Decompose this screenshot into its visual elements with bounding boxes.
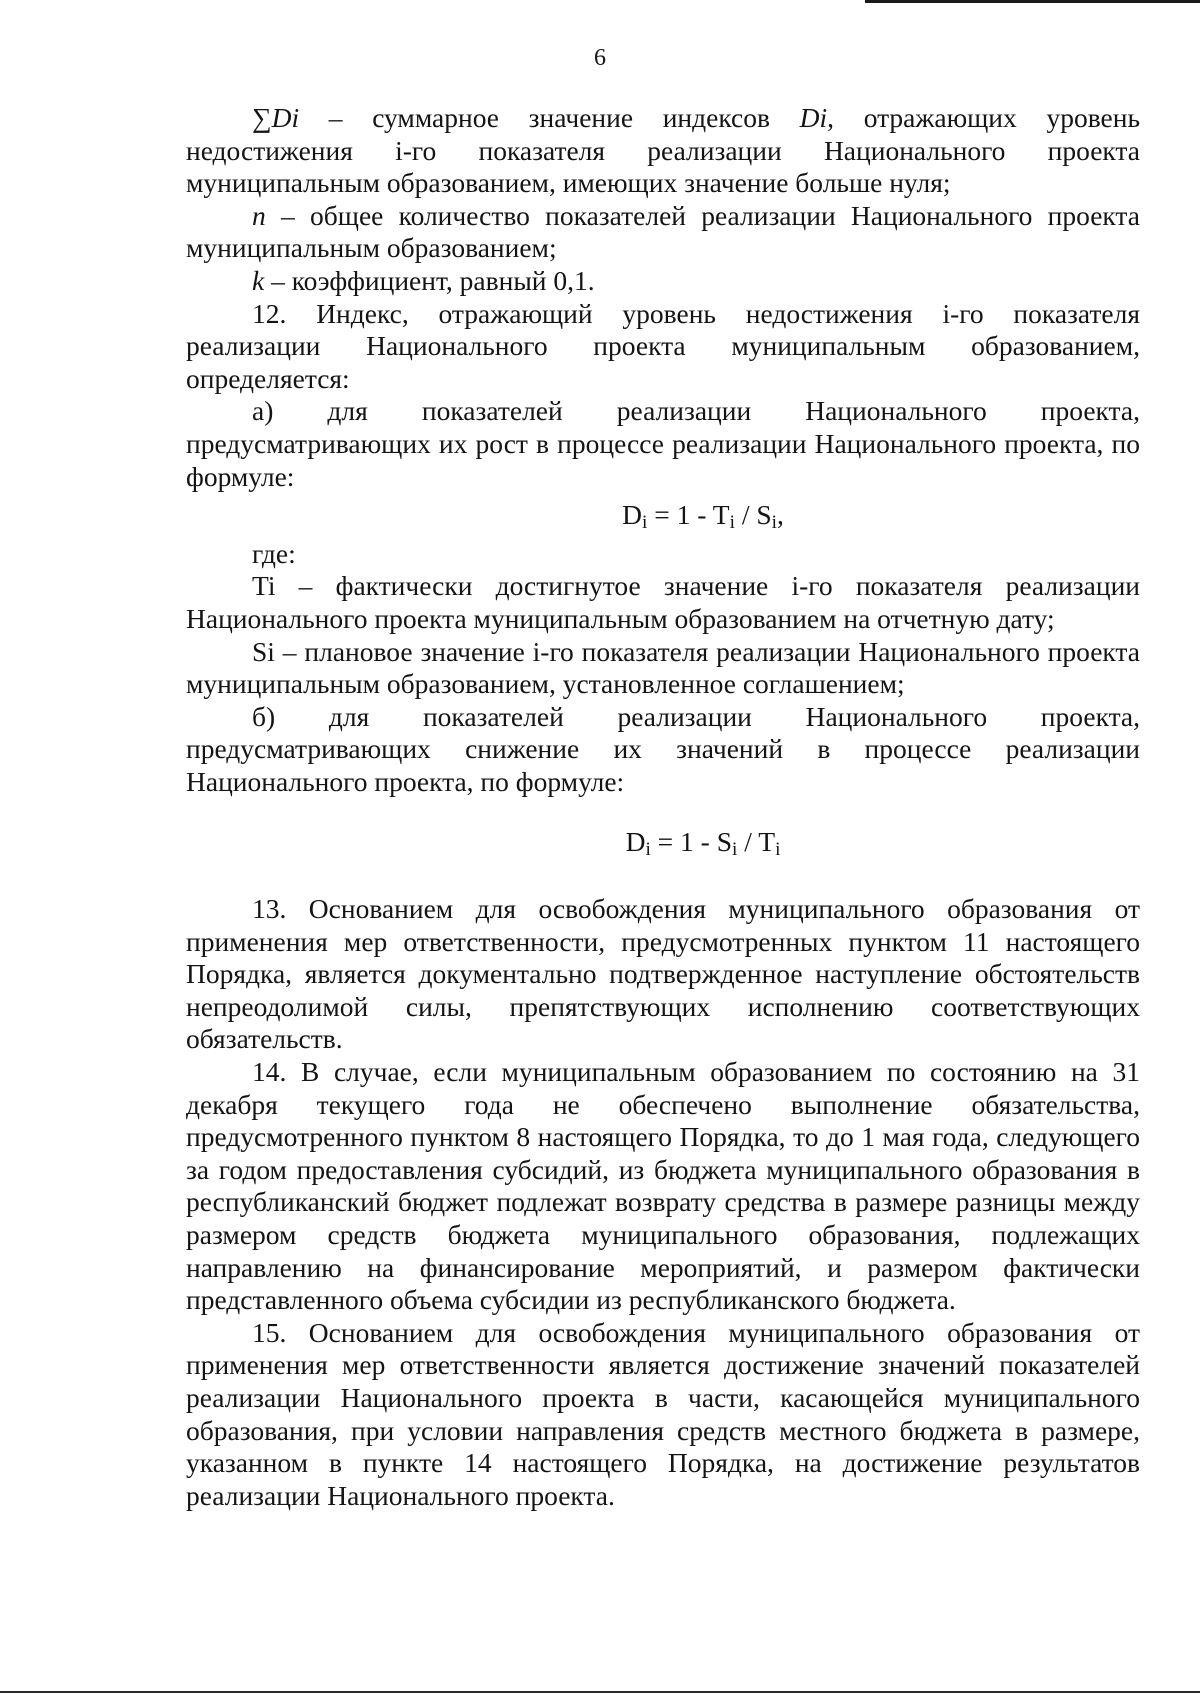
page-number: 6: [594, 45, 606, 71]
n-symbol: n: [252, 199, 266, 231]
paragraph-12b: б) для показателей реализации Национального проекта, предусматривающих снижение их значений в процессе реализации Национального проекта, по формуле:: [186, 700, 1140, 797]
paragraph-13: 13. Основанием для освобождения муниципального образования от применения мер ответственности, предусмотренных пунктом 11 настоящего Порядка, является документально подтвержденное наступление обстоятельств непреодолимой силы, препятствующих исполнению соответствующих обязательств.: [186, 893, 1140, 1055]
paragraph-n-definition: [186, 200, 1140, 265]
formula-growth: $D_i = 1 - T_i / S_i$,: [622, 499, 784, 534]
k-symbol: k: [252, 264, 265, 296]
formula-decrease: $D_i = 1 - S_i / T_i$: [625, 826, 781, 861]
paragraph-k-definition: [186, 265, 1140, 298]
paragraph-12a: а) для показателей реализации Национального проекта, предусматривающих их рост в процессе реализации Национального проекта, по формуле:: [186, 395, 1140, 492]
k-text: – коэффициент, равный 0,1.: [264, 264, 595, 296]
document-body: [186, 102, 1140, 1512]
paragraph-15: 15. Основанием для освобождения муниципального образования от применения мер ответственности является достижение значений показателей реализации Национального проекта в части, касающейся муниципального образования, при условии направления средств местного бюджета в размере, указанном в пункте 14 настоящего Порядка, на достижение результатов реализации Национального проекта.: [186, 1316, 1140, 1511]
di-symbol: Di: [799, 102, 828, 133]
paragraph-sum-definition: [186, 102, 1140, 200]
sum-text: – суммарное значение индексов: [299, 102, 800, 133]
sum-text-rest: , отражающих уровень недостижения i-го показателя реализации Национального проекта муниципальным образованием, имеющих значение больше нуля;: [186, 102, 1140, 199]
n-text: – общее количество показателей реализации Национального проекта муниципальным образованием;: [186, 199, 1140, 264]
paragraph-12: 12. Индекс, отражающий уровень недостижения i-го показателя реализации Национального проекта муниципальным образованием, определяется:: [186, 297, 1140, 394]
scan-edge-bottom: [0, 1691, 1200, 1693]
paragraph-ti-definition: Ti – фактически достигнутое значение i-го показателя реализации Национального проекта муниципальным образованием на отчетную дату;: [186, 570, 1140, 634]
paragraph-where: где:: [252, 537, 296, 569]
sum-symbol: ∑Di: [252, 102, 300, 133]
paragraph-si-definition: Si – плановое значение i-го показателя реализации Национального проекта муниципальным образованием, установленное соглашением;: [186, 635, 1140, 700]
scan-edge-top: [865, 0, 1200, 3]
paragraph-14: 14. В случае, если муниципальным образованием по состоянию на 31 декабря текущего года не обеспечено выполнение обязательства, предусмотренного пунктом 8 настоящего Порядка, то до 1 мая года, следующего за годом предоставления субсидий, из бюджета муниципального образования в республиканский бюджет подлежат возврату средства в размере разницы между размером средств бюджета муниципального образования, подлежащих направлению на финансирование мероприятий, и размером фактически представленного объема субсидии из республиканского бюджета.: [186, 1056, 1140, 1316]
